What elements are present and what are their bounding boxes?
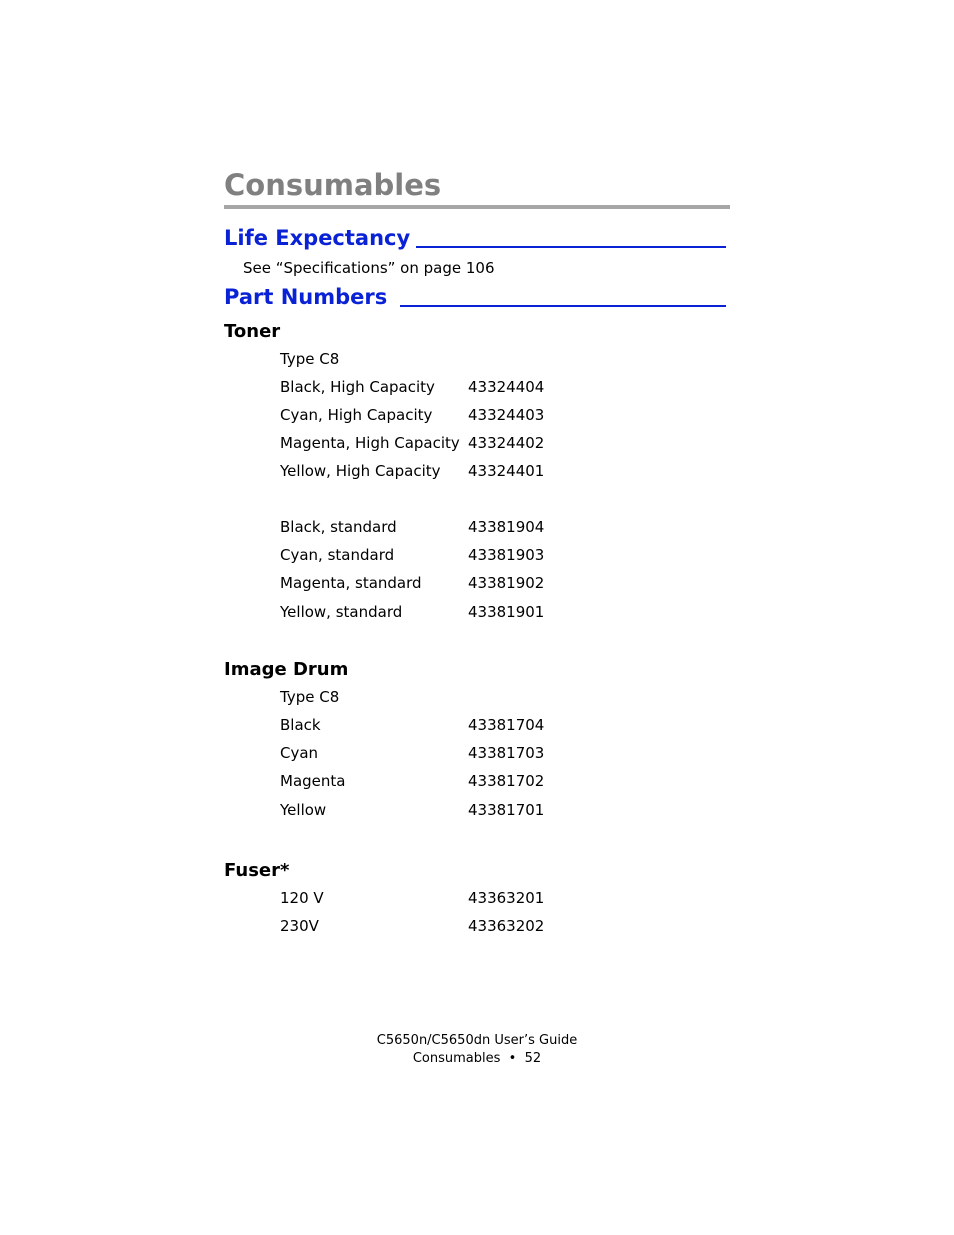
part-number: 43381903 bbox=[468, 546, 545, 564]
part-name: Magenta, High Capacity bbox=[280, 434, 460, 452]
part-name: Cyan, High Capacity bbox=[280, 406, 433, 424]
part-name: Yellow, standard bbox=[280, 603, 403, 621]
part-number: 43381904 bbox=[468, 518, 545, 536]
part-name: Cyan, standard bbox=[280, 546, 395, 564]
part-name: Yellow, High Capacity bbox=[280, 462, 441, 480]
part-number: 43324403 bbox=[468, 406, 545, 424]
part-name: Yellow bbox=[280, 801, 327, 819]
toner-type-label: Type C8 bbox=[280, 350, 340, 368]
part-name: Cyan bbox=[280, 744, 319, 762]
part-number: 43324401 bbox=[468, 462, 545, 480]
part-number: 43324402 bbox=[468, 434, 545, 452]
life-expectancy-rule bbox=[416, 246, 726, 248]
part-number: 43381702 bbox=[468, 772, 545, 790]
part-number: 43381704 bbox=[468, 716, 545, 734]
part-numbers-rule bbox=[400, 305, 726, 307]
part-numbers-heading: Part Numbers bbox=[224, 285, 388, 309]
page-title: Consumables bbox=[224, 168, 442, 202]
part-number: 43324404 bbox=[468, 378, 545, 396]
part-name: Black bbox=[280, 716, 321, 734]
part-name: Magenta bbox=[280, 772, 346, 790]
part-name: 230V bbox=[280, 917, 319, 935]
fuser-heading: Fuser* bbox=[224, 860, 290, 881]
part-number: 43381901 bbox=[468, 603, 545, 621]
title-rule bbox=[224, 205, 730, 209]
image-drum-heading: Image Drum bbox=[224, 659, 349, 680]
toner-heading: Toner bbox=[224, 321, 281, 342]
part-number: 43381701 bbox=[468, 801, 545, 819]
footer-guide-title: C5650n/C5650dn User’s Guide bbox=[376, 1033, 578, 1048]
part-number: 43363202 bbox=[468, 917, 545, 935]
life-expectancy-heading: Life Expectancy bbox=[224, 226, 411, 250]
part-name: Black, High Capacity bbox=[280, 378, 435, 396]
image-drum-type-label: Type C8 bbox=[280, 688, 340, 706]
part-number: 43381703 bbox=[468, 744, 545, 762]
part-number: 43381902 bbox=[468, 574, 545, 592]
part-number: 43363201 bbox=[468, 889, 545, 907]
specifications-reference[interactable]: See “Specifications” on page 106 bbox=[243, 259, 495, 277]
part-name: Magenta, standard bbox=[280, 574, 422, 592]
part-name: Black, standard bbox=[280, 518, 397, 536]
part-name: 120 V bbox=[280, 889, 324, 907]
footer-section-page: Consumables • 52 bbox=[412, 1051, 542, 1066]
